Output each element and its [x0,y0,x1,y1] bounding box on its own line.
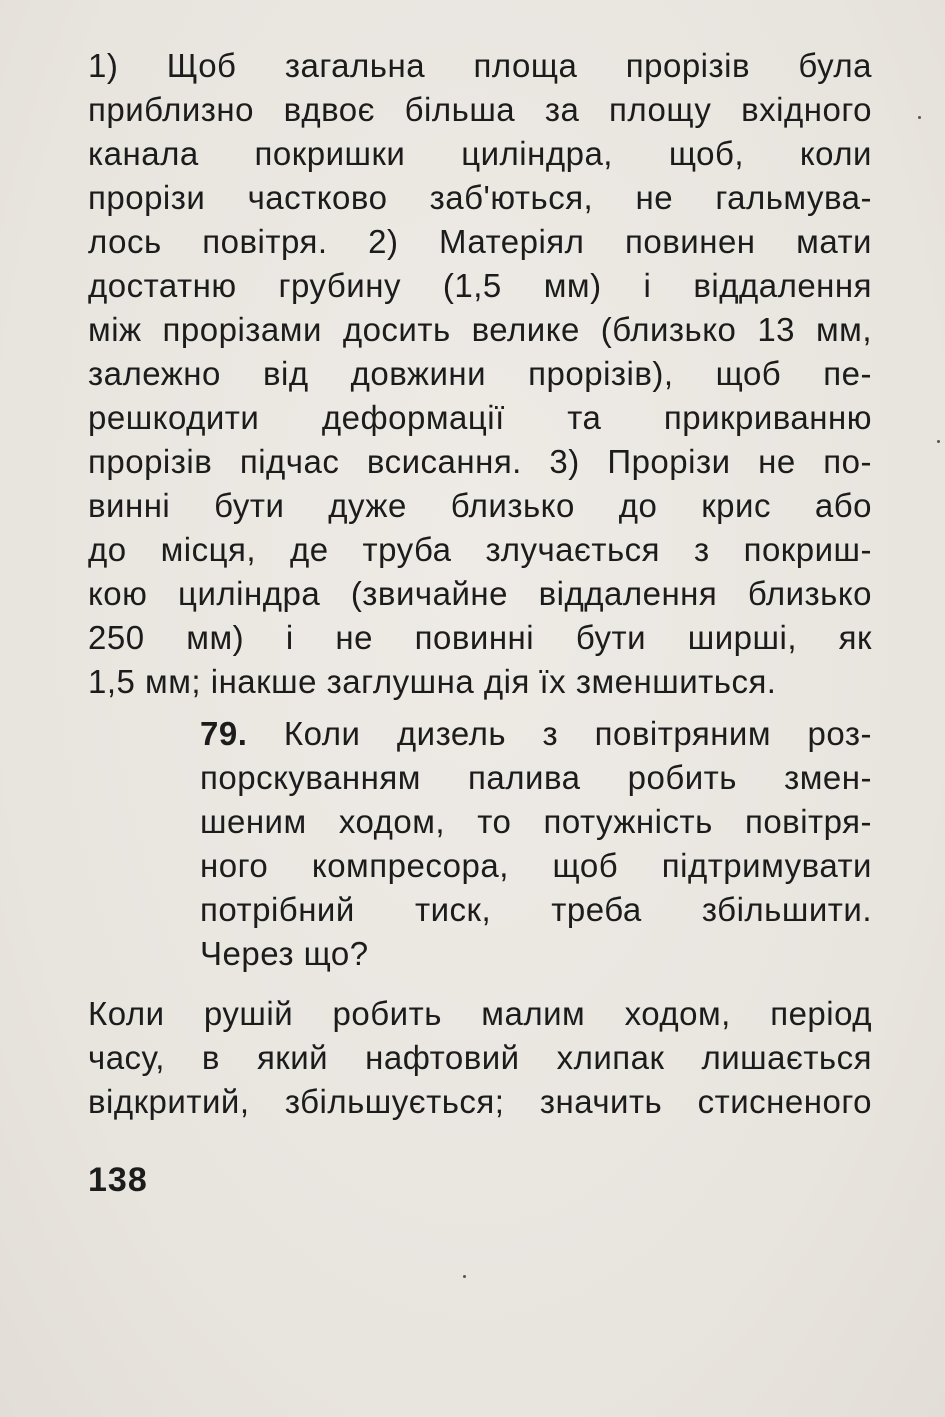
paper-speck [937,440,940,443]
text-line: прорізів підчас всисання. 3) Прорізи не по- [88,443,872,480]
text-line: ного компресора, щоб підтримувати [200,847,872,884]
text-line: шеним ходом, то потужність повітря- [200,803,872,840]
question-first-line [200,712,872,756]
text-line: канала покришки циліндра, щоб, коли [88,135,872,172]
question-number: 79. [200,715,248,752]
text-line: між прорізами досить велике (близько 13 мм, [88,311,872,348]
text-line: 1,5 мм; інакше заглушна дія їх зменшиться. [88,663,777,700]
paper-speck [918,116,921,119]
text-line: відкритий, збільшується; значить стисненого [88,1083,872,1120]
text-line: кою циліндра (звичайне віддалення близько [88,575,872,612]
answer-paragraph-79 [88,992,872,1124]
text-line: залежно від довжини прорізів), щоб пе- [88,355,872,392]
text-line: до місця, де труба злучається з покриш- [88,531,872,568]
text-line: 250 мм) і не повинні бути ширші, як [88,619,872,656]
text-line: прорізи частково заб'ються, не гальмува- [88,179,872,216]
text-line: порскуванням палива робить змен- [200,759,872,796]
text-line: лось повітря. 2) Матеріял повинен мати [88,223,872,260]
text-line: потрібний тиск, треба збільшити. [200,891,872,928]
text-line: Коли рушій робить малим ходом, період [88,995,872,1032]
answer-paragraph-78 [88,44,872,704]
paper-speck [463,1275,466,1278]
page-number: 138 [88,1161,148,1199]
text-line: Коли дизель з повітряним роз- [283,715,873,752]
text-line: достатню грубину (1,5 мм) і віддалення [88,267,872,304]
text-line: решкодити деформації та прикриванню [88,399,872,436]
question-paragraph-79 [200,712,872,976]
text-line: винні бути дуже близько до крис або [88,487,872,524]
text-line: часу, в який нафтовий хлипак лишається [88,1039,872,1076]
text-line: приблизно вдвоє більша за площу вхідного [88,91,872,128]
text-line: 1) Щоб загальна площа прорізів була [88,47,872,84]
text-line: Через що? [200,935,369,972]
